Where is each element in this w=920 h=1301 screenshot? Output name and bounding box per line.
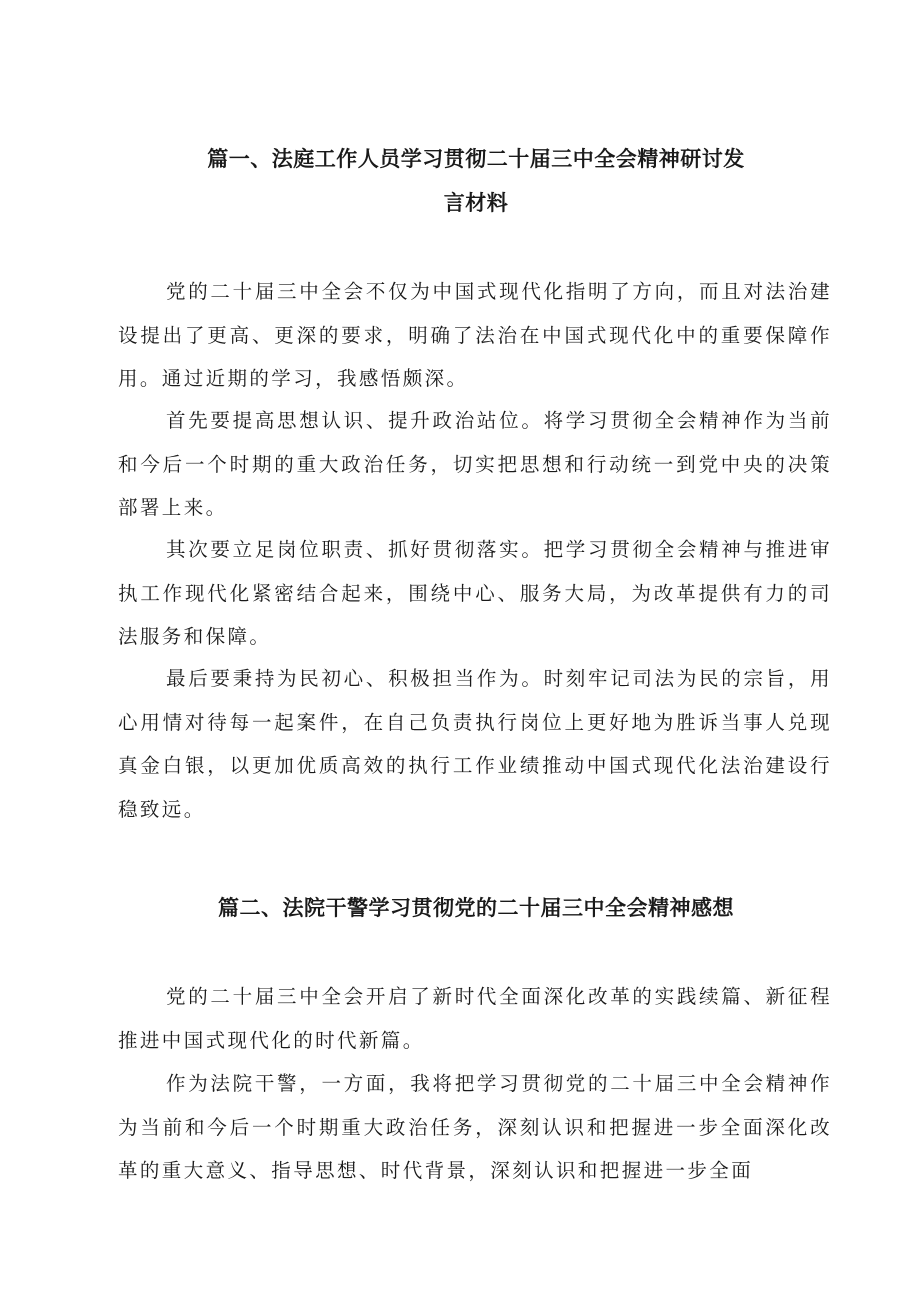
section1-title-line2: 言材料 <box>443 191 509 215</box>
section2-title: 篇二、法院干警学习贯彻党的二十届三中全会精神感想 <box>218 896 734 920</box>
section1-paragraph-3: 其次要立足岗位职责、抓好贯彻落实。把学习贯彻全会精神与推进审执工作现代化紧密结合起来，围绕中心、服务大局，为改革提供有力的司法服务和保障。 <box>118 538 832 648</box>
section1-paragraph-1: 党的二十届三中全会不仅为中国式现代化指明了方向，而且对法治建设提出了更高、更深的要求，明确了法治在中国式现代化中的重要保障作用。通过近期的学习，我感悟颇深。 <box>118 280 832 390</box>
section1-paragraph-2: 首先要提高思想认识、提升政治站位。将学习贯彻全会精神作为当前和今后一个时期的重大政治任务，切实把思想和行动统一到党中央的决策部署上来。 <box>118 409 832 519</box>
section2-paragraph-1: 党的二十届三中全会开启了新时代全面深化改革的实践续篇、新征程推进中国式现代化的时代新篇。 <box>118 985 832 1052</box>
section1-paragraph-4: 最后要秉持为民初心、积极担当作为。时刻牢记司法为民的宗旨，用心用情对待每一起案件，在自己负责执行岗位上更好地为胜诉当事人兑现真金白银，以更加优质高效的执行工作业绩推动中国式现代化法治建设行稳致远。 <box>118 667 832 821</box>
section1-title-line1: 篇一、法庭工作人员学习贯彻二十届三中全会精神研讨发 <box>207 147 745 171</box>
section2-paragraph-2: 作为法院干警，一方面，我将把学习贯彻党的二十届三中全会精神作为当前和今后一个时期重大政治任务，深刻认识和把握进一步全面深化改革的重大意义、指导思想、时代背景，深刻认识和把握进一步全面 <box>118 1072 832 1182</box>
